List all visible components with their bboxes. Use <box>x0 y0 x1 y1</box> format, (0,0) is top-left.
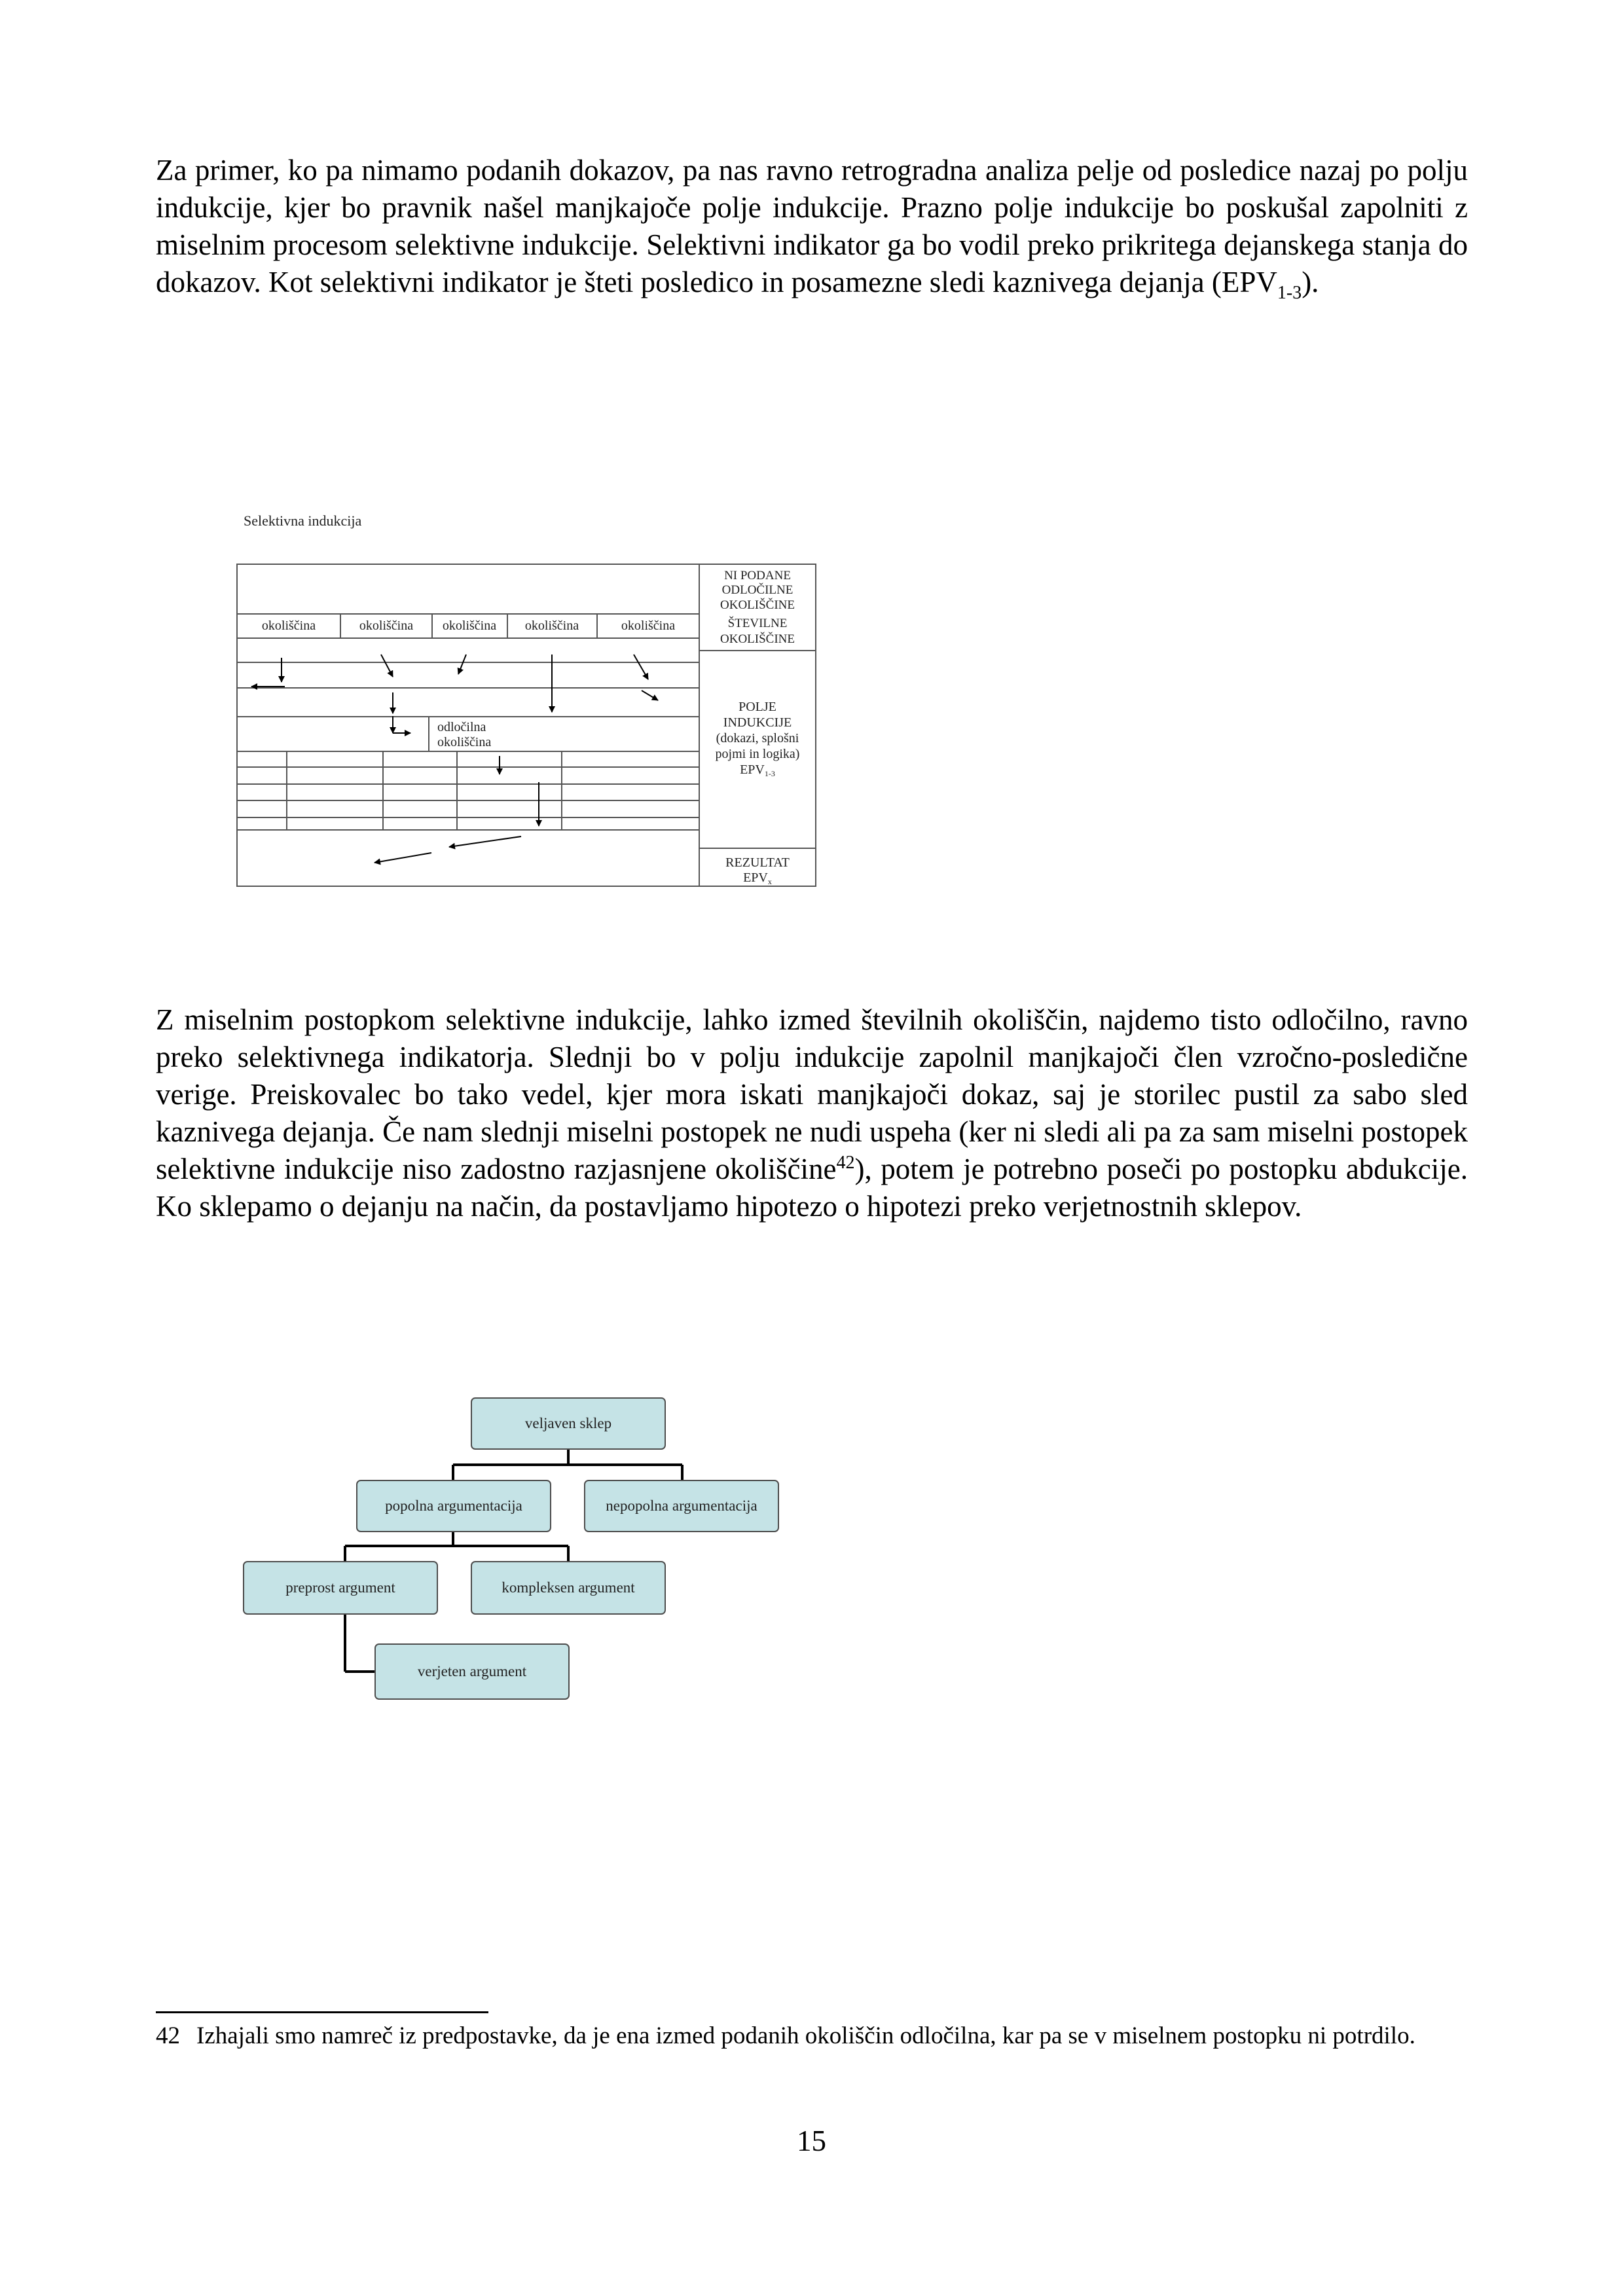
decisive-label-line-2: okoliščina <box>437 735 492 749</box>
circumstance-label-2: okoliščina <box>359 619 414 633</box>
field-epv-subscript: 1-3 <box>764 769 775 778</box>
paragraph-2-end: ), potem je potrebno poseči po postopku abdukcije. Ko sklepamo o dejanju na način, da postavljamo hipotezo o hipotezi preko verjetnostnih sklepov. <box>156 1153 1468 1223</box>
decisive-label-line-1: odločilna <box>437 720 486 734</box>
diagram1-title: Selektivna indukcija <box>244 512 362 529</box>
right-header-line-1: NI PODANE <box>724 569 791 583</box>
right-header-line-4: ŠTEVILNE <box>727 617 788 630</box>
result-epv: EPV <box>743 870 768 885</box>
circumstance-label-1: okoliščina <box>261 619 316 633</box>
footnote-reference[interactable]: 42 <box>836 1153 855 1173</box>
paragraph-2-text: Z miselnim postopkom selektivne indukcije, lahko izmed številnih okoliščin, najdemo tisto odločilno, ravno preko selektivnega indikatorja. Slednji bo v polju indukcije zapolnil manjkajoči člen vzročno-posledične verige. Preiskovalec bo tako vedel, kjer mora iskati manjkajoči dokaz, saj je storilec pustil za sabo sled kaznivega dejanja. Če nam slednji miselni postopek ne nudi uspeha (ker ni sledi ali pa za sam miselni postopek selektivne indukcije niso zadostno razjasnjene okoliščine <box>156 1003 1468 1185</box>
field-line-3: (dokazi, splošni <box>716 731 799 745</box>
result-epv-subscript: x <box>767 877 772 886</box>
paragraph-1-subscript: 1-3 <box>1277 283 1302 303</box>
circumstance-label-3: okoliščina <box>442 619 497 633</box>
circumstance-label-4: okoliščina <box>524 619 579 633</box>
result-line-1: REZULTAT <box>725 855 790 870</box>
tree-box-incomplete: nepopolna argumentacija <box>606 1498 757 1514</box>
right-header-line-3: OKOLIŠČINE <box>720 598 795 612</box>
circumstance-label-5: okoliščina <box>621 619 676 633</box>
tree-box-complete: popolna argumentacija <box>385 1498 522 1514</box>
field-line-4: pojmi in logika) <box>715 747 800 761</box>
footnote-number: 42 <box>156 2022 180 2049</box>
tree-boxes <box>244 1398 778 1699</box>
footnote <box>156 2020 1468 2052</box>
right-header-line-2: ODLOČILNE <box>721 583 793 597</box>
tree-box-complex: kompleksen argument <box>501 1579 635 1596</box>
page-number: 15 <box>797 2125 826 2157</box>
field-line-1: POLJE <box>739 700 776 714</box>
paragraph-1-end: ). <box>1302 266 1319 298</box>
field-line-2: INDUKCIJE <box>723 715 792 730</box>
paragraph-1-text: Za primer, ko pa nimamo podanih dokazov, pa nas ravno retrogradna analiza pelje od posledice nazaj po polju indukcije, kjer bo pravnik našel manjkajoče polje indukcije. Prazno polje indukcije bo poskušal zapolniti z miselnim procesom selektivne indukcije. Selektivni indikator ga bo vodil preko prikritega dejanskega stanja do dokazov. Kot selektivni indikator je šteti posledico in posamezne sledi kaznivega dejanja (EPV <box>156 154 1468 298</box>
tree-box-root: veljaven sklep <box>524 1415 612 1431</box>
footnote-separator <box>156 2011 488 2013</box>
footnote-text: Izhajali smo namreč iz predpostavke, da je ena izmed podanih okoliščin odločilna, kar pa se v miselnem postopku ni potrdilo. <box>196 2022 1415 2049</box>
right-header-line-5: OKOLIŠČINE <box>720 632 795 646</box>
tree-box-probable: verjeten argument <box>417 1663 527 1679</box>
field-epv: EPV <box>740 762 765 777</box>
tree-box-simple: preprost argument <box>285 1579 395 1596</box>
